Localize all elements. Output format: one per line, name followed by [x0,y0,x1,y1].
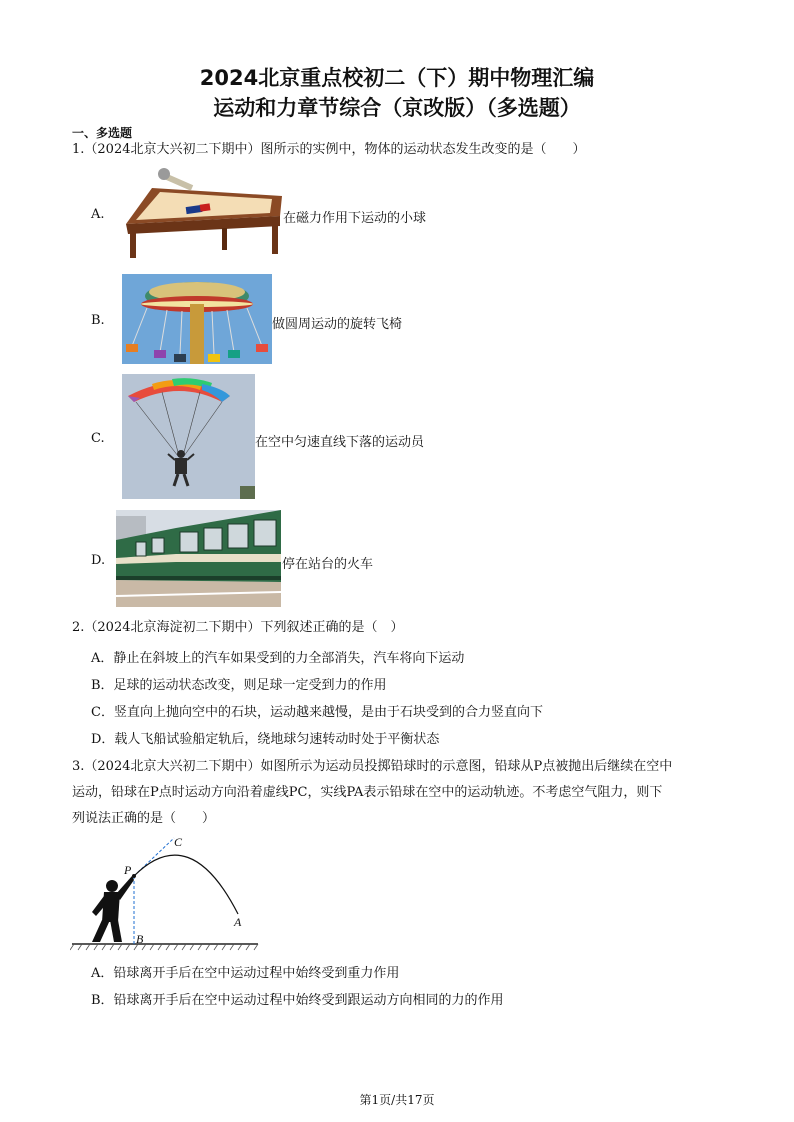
q1-option-a-caption: 在磁力作用下运动的小球 [283,211,427,226]
magnet-table-image [122,166,284,260]
label-b: B [136,932,144,946]
q1-option-b-caption: 做圆周运动的旋转飞椅 [272,317,403,332]
title-line-2: 运动和力章节综合（京改版）（多选题） [213,96,581,120]
q1-option-c-label: C. [91,431,105,446]
train-image [116,510,281,607]
q2-option-b: B．足球的运动状态改变，则足球一定受到力的作用 [91,678,387,693]
q1-option-d-label: D. [91,553,106,568]
q1-option-d-caption: 停在站台的火车 [282,557,374,572]
q2-option-a: A．静止在斜坡上的汽车如果受到的力全部消失，汽车将向下运动 [91,651,465,666]
shot-put-diagram [70,830,270,954]
q1-option-b-label: B. [91,313,105,328]
q2-option-c: C．竖直向上抛向空中的石块，运动越来越慢，是由于石块受到的合力竖直向下 [91,705,543,720]
page-number: 第1页/共17页 [359,1093,435,1107]
title-line-1: 2024北京重点校初二（下）期中物理汇编 [199,66,595,90]
label-c: C [174,835,183,849]
label-a: A [234,915,242,929]
question-2-stem: 2.（2024北京海淀初二下期中）下列叙述正确的是（ ） [72,620,404,635]
label-p: P [124,863,132,877]
q3-option-b: B．铅球离开手后在空中运动过程中始终受到跟运动方向相同的力的作用 [91,993,504,1008]
question-3-stem-line-3: 列说法正确的是（ ） [72,811,216,826]
parachutist-image [122,374,255,499]
section-heading: 一、多选题 [72,126,133,140]
question-3-stem-line-1: 3.（2024北京大兴初二下期中）如图所示为运动员投掷铅球时的示意图，铅球从P点被抛出后继续在空中 [72,759,673,774]
question-3-stem-line-2: 运动，铅球在P点时运动方向沿着虚线PC，实线PA表示铅球在空中的运动轨迹。不考虑空气阻力，则下 [72,785,663,800]
q3-option-a: A．铅球离开手后在空中运动过程中始终受到重力作用 [91,966,400,981]
q1-option-c-caption: 在空中匀速直线下落的运动员 [255,435,425,450]
q2-option-d: D．载人飞船试验船定轨后，绕地球匀速转动时处于平衡状态 [91,732,440,747]
q1-option-a-label: A. [91,207,105,222]
swing-ride-image [122,274,272,364]
question-1-stem: 1.（2024北京大兴初二下期中）图所示的实例中，物体的运动状态发生改变的是（ ） [72,142,586,157]
